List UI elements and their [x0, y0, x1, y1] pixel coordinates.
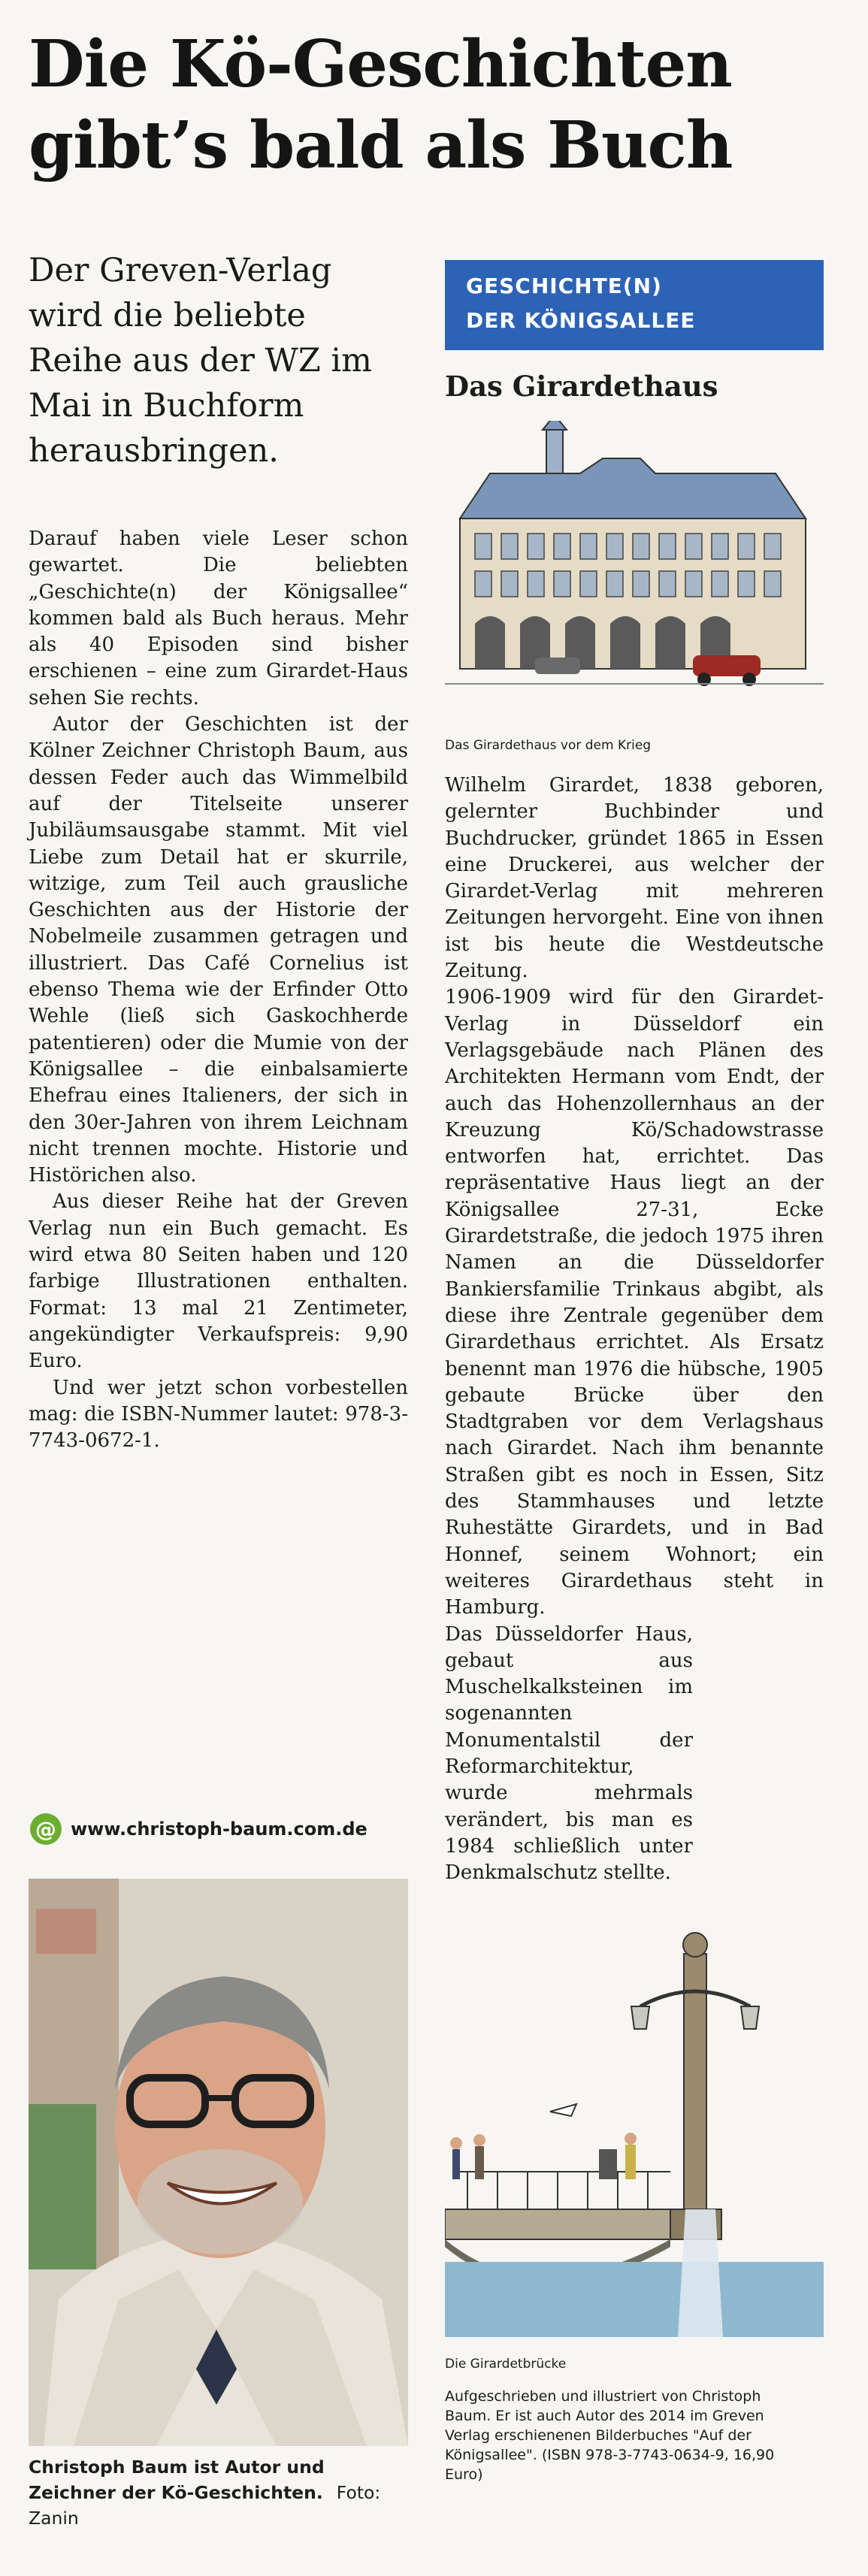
photo-credit: Foto: Zanin [29, 2482, 381, 2529]
left-paragraph: Und wer jetzt schon vorbestellen mag: die ISBN-Nummer lautet: 978-3-7743-0672-1. [29, 1376, 408, 1453]
girardetbruecke-illustration [445, 1924, 824, 2352]
series-label-line1: GESCHICHTE(N) [466, 274, 662, 298]
headline: Die Kö-Geschichten gibt’s bald als Buch [29, 26, 733, 183]
subhead: Der Greven-Verlag wird die beliebte Reihe aus der WZ im Mai in Buchform herausbringen. [29, 252, 372, 470]
left-paragraph: Autor der Geschichten ist der Kölner Zeichner Christoph Baum, aus dessen Feder auch das Wimmelbild auf der Titelseite unserer Jubiläumsausgabe stammt. Mit viel Liebe zum Detail hat er skurrile, witzige, zum Teil auch grausliche Geschichten aus der Historie der Nobelmeile zusammen getragen und illustriert. Das Café Cornelius ist ebenso Thema wie der Erfinder Otto Wehle (ließ sich Gaskochherde patentieren) oder die Mumie von der Königsallee – die einbalsamierte Ehefrau eines Italieners, der sich in den 30er-Jahren von ihrem Leichnam nicht trennen mochte. Historie und Histörichen also. [29, 713, 408, 1187]
photo-caption-text: Christoph Baum ist Autor und Zeichner der Kö-Geschichten. [29, 2457, 325, 2503]
girardethaus-illustration [445, 421, 824, 699]
website-link[interactable]: www.christoph-baum.com.de [71, 1819, 367, 1840]
author-photo [29, 1879, 408, 2446]
left-paragraph: Aus dieser Reihe hat der Greven Verlag nun ein Buch gemacht. Es wird etwa 80 Seiten haben und 120 farbige Illustrationen enthalten. Format: 13 mal 21 Zentimeter, angekündigter Verkaufspreis: 9,90 Euro. [29, 1190, 408, 1373]
series-label-line2: DER KÖNIGSALLEE [466, 308, 696, 333]
web-reference [30, 1813, 367, 1846]
at-sign-icon: @ [30, 1813, 62, 1845]
author-portrait-image [29, 1879, 408, 2446]
figure2-caption: Die Girardetbrücke [445, 2357, 567, 2372]
right-paragraph: Das Düsseldorfer Haus, gebaut aus Muschelkalksteinen im sogenannten Monumentalstil der Reformarchitektur, wurde mehrmals verändert, bis man es 1984 schließlich unter Denkmalschutz stellte. [445, 1622, 693, 1885]
figure1-caption: Das Girardethaus vor dem Krieg [445, 738, 652, 753]
series-label [445, 260, 824, 350]
left-paragraph: Darauf haben viele Leser schon gewartet. Die beliebten „Geschichte(n) der Königsallee“ kommen bald als Buch heraus. Mehr als 40 Episoden sind bisher erschienen – eine zum Girardet-Haus sehen Sie rechts. [29, 528, 408, 709]
left-article-body [29, 526, 408, 1454]
right-article-title: Das Girardethaus [445, 370, 718, 403]
photo-caption [29, 2454, 412, 2531]
right-paragraph: 1906-1909 wird für den Girardet-Verlag in Düsseldorf ein Verlagsgebäude nach Plänen des Architekten Hermann vom Endt, der auch das Hohenzollernhaus an der Kreuzung Kö/Schadowstrasse entworfen hat, errichtet. Das repräsentative Haus liegt an der Königsallee 27-31, Ecke Girardetstraße, die jedoch 1975 ihren Namen an die Düsseldorfer Bankiersfamilie Trinkaus abgibt, als diese ihre Zentrale gegenüber dem Girardethaus errichtet. Als Ersatz benennt man 1976 die hübsche, 1905 gebaute Brücke über den Stadtgraben vor dem Verlagshaus nach Girardet. Nach ihm benannte Straßen gibt es noch in Essen, Sitz des Stammhauses und letzte Ruhestätte Girardets, und in Bad Honnef, seinem Wohnort; ein weiteres Girardethaus steht in Hamburg. [445, 986, 824, 1619]
right-paragraph: Wilhelm Girardet, 1838 geboren, gelernter Buchbinder und Buchdrucker, gründet 1865 in Essen eine Druckerei, aus welcher der Girardet-Verlag mit mehreren Zeitungen hervorgeht. Eine von ihnen ist bis heute die Westdeutsche Zeitung. [445, 774, 824, 983]
right-article-body [445, 772, 824, 1886]
author-credit-text: Aufgeschrieben und illustriert von Christoph Baum. Er ist auch Autor des 2014 im Greven Verlag erschienenen Bilderbuches "Auf der Königsallee". (ISBN 978-3-7743-0634-9, 16,90 Euro) [445, 2388, 775, 2483]
